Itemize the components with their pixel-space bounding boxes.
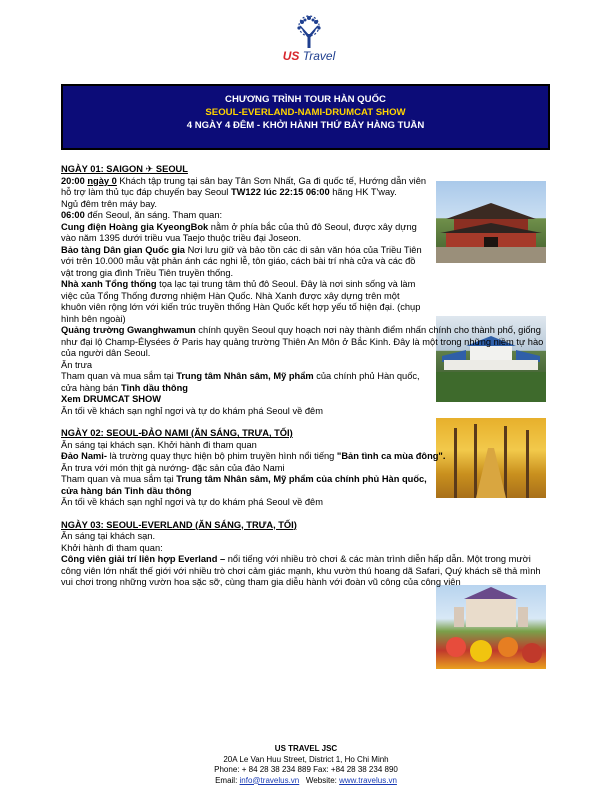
text: Khách tập trung tại sân bay Tân Sơn Nhất, Ga đi quốc tế, Hướng dẫn viên hỗ trợ làm thủ tục đáp chuyến bay Seoul xyxy=(61,175,427,197)
text: Tham quan và mua sắm tại xyxy=(61,474,177,484)
website-link[interactable]: www.travelus.vn xyxy=(339,775,397,785)
shop-name: Tinh dầu thông xyxy=(121,382,188,393)
day-1-p2: Ngủ đêm trên máy bay. xyxy=(61,198,157,209)
text: nằm ở phía bắc của thủ đô Seoul, được xây dựng vào năm 1395 dưới triều vua Taejo thuộc triều đại Joseon. xyxy=(61,221,417,243)
day-1-p3 xyxy=(61,210,427,222)
day-1-p6 xyxy=(61,279,427,325)
day-2-p5: Ăn tối về khách sạn nghỉ ngơi và tự do khám phá Seoul về đêm xyxy=(61,497,323,507)
footer-address: 20A Le Van Huu Street, District 1, Ho Chi Minh xyxy=(223,754,389,764)
shop-name: Trung tâm Nhân sâm, Mỹ phẩm của chính phủ Hàn quốc, cửa hàng bán Tinh dầu thông xyxy=(61,474,427,496)
shop-name: Trung tâm Nhân sâm, Mỹ phẩm xyxy=(176,371,314,381)
day-2-p1: Ăn sáng tại khách sạn. Khởi hành đi tham quan xyxy=(61,439,257,450)
day-1-p8: Ăn trưa xyxy=(61,359,93,370)
tree-logo-icon xyxy=(294,14,324,50)
email-link[interactable]: info@travelus.vn xyxy=(239,775,300,785)
website-label: Website: xyxy=(299,775,340,785)
day-2-p3: Ăn trưa với món thịt gà nướng- đặc sản của đảo Nami xyxy=(61,462,285,473)
place-name: Bảo tàng Dân gian Quốc gia xyxy=(61,244,185,255)
day-1-p9 xyxy=(61,371,427,394)
place-name: Công viên giải trí liên hợp Everland – xyxy=(61,554,226,564)
day-2-title: NGÀY 02: SEOUL-ĐẢO NAMI (ĂN SÁNG, TRƯA, TỐI) xyxy=(61,428,293,438)
day-1-p10: Xem DRUMCAT SHOW xyxy=(61,394,162,404)
footer xyxy=(0,744,612,786)
text: tọa lạc tại trung tâm thủ đô Seoul. Đây là nơi sinh sống và làm việc của Tổng Thống đương nhiệm Hàn Quốc. Nhà Xanh được xây dựng trên một khuôn viên rộng lớn với kiến trúc truyền thống Hàn Quốc kết hợp yếu tố hiện đại. (chụp hình bên ngoài) xyxy=(61,279,421,324)
place-name: Cung điện Hoàng gia KyeongBok xyxy=(61,221,209,232)
day-1-title: NGÀY 01: SAIGON ✈ SEOUL xyxy=(61,164,188,174)
day-3-p3 xyxy=(61,554,549,589)
text: là trường quay thực hiện bộ phim truyền hình nổi tiếng xyxy=(106,451,337,461)
place-name: Đảo Nami- xyxy=(61,451,107,461)
day-ref: ngày 0 xyxy=(87,175,117,186)
text: nổi tiếng với nhiều trò chơi & các màn trình diễn hấp dẫn. Một trong mười công viên lớn nhất thế giới với nhiều trò chơi cảm giác mạnh, khu vườn thú hoang dã Safari, Quý khách sẽ thả mình vui chơi trong những vườn hoa sặc sỡ, cùng tham gia diễu hành với đoàn vũ công của công viên xyxy=(61,554,541,587)
day-1-p1 xyxy=(61,176,427,199)
text: của chính phủ Hàn quốc, cửa hàng bán xyxy=(61,371,420,393)
text: đến Seoul, ăn sáng. Tham quan: xyxy=(84,210,223,220)
footer-phone: Phone: + 84 28 38 234 889 Fax: +84 28 38 234 890 xyxy=(214,765,398,774)
time: 06:00 xyxy=(61,210,85,220)
tour-title-banner xyxy=(61,84,550,150)
day-1-p5 xyxy=(61,245,427,280)
text: hãng HK T'way. xyxy=(329,187,397,197)
day-3-title: NGÀY 03: SEOUL-EVERLAND (ĂN SÁNG, TRƯA, TỐI) xyxy=(61,519,297,530)
film-title: "Bản tình ca mùa đông". xyxy=(336,451,446,461)
footer-company: US TRAVEL JSC xyxy=(274,744,338,753)
day-2-p4 xyxy=(61,474,427,497)
text: Nơi lưu giữ và bảo tồn các di sản văn hóa của Triều Tiên với trên 10.000 mẫu vật phản ánh các nghi lễ, tôn giáo, cách bài trí nhà cửa và các đồ vật trong gia đình Triều Tiên truyền thống. xyxy=(61,244,422,278)
text: Tham quan và mua sắm tại xyxy=(61,371,177,381)
day-3-p2: Khởi hành đi tham quan: xyxy=(61,542,163,553)
flight: TW122 lúc 22:15 06:00 xyxy=(230,187,330,197)
day-1-p4 xyxy=(61,222,427,245)
banner-line-3: 4 NGÀY 4 ĐÊM - KHỞI HÀNH THỨ BẢY HÀNG TUẦN xyxy=(186,120,425,131)
logo-us: US xyxy=(282,49,300,63)
day-2-p2 xyxy=(61,451,549,463)
day-1-p7 xyxy=(61,325,549,360)
place-name: Nhà xanh Tổng thống xyxy=(61,279,157,289)
email-label: Email: xyxy=(215,775,240,785)
banner-line-1: CHƯƠNG TRÌNH TOUR HÀN QUỐC xyxy=(225,94,386,105)
text: chính quyền Seoul quy hoạch nơi này thành điểm nhấn chính cho thành phố, giống như đại lộ Champ-Élysées ở Paris hay quảng trường Thiên An Môn ở Bắc Kinh. Đây là một trong những niềm tự hào của người dân Seoul. xyxy=(61,325,544,358)
footer-contact xyxy=(0,776,612,787)
time: 20:00 xyxy=(61,175,85,186)
place-name: Quảng trường Gwanghwamun xyxy=(61,325,196,335)
us-travel-logo xyxy=(276,14,342,66)
day-1-p11: Ăn tối về khách sạn nghỉ ngơi và tự do khám phá Seoul về đêm xyxy=(61,405,323,416)
day-3-p1: Ăn sáng tại khách sạn. xyxy=(61,531,156,541)
banner-line-2: SEOUL-EVERLAND-NAMI-DRUMCAT SHOW xyxy=(205,107,406,118)
itinerary-content xyxy=(61,164,549,589)
everland-photo xyxy=(436,585,546,669)
logo-travel: Travel xyxy=(302,49,336,63)
